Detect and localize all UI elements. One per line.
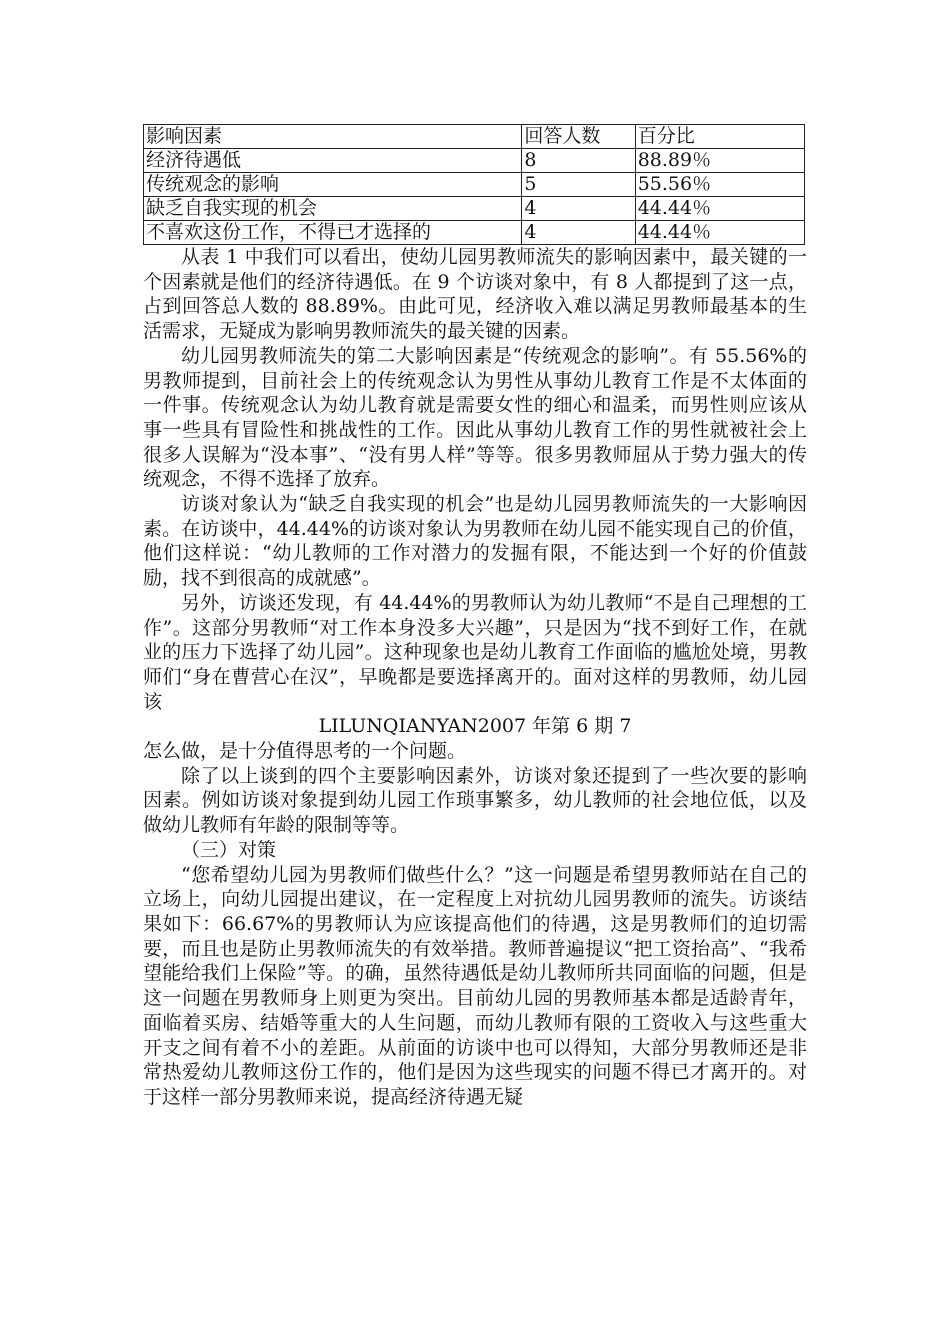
table-cell: 4 (522, 221, 635, 245)
article-body (143, 245, 807, 1110)
table-cell: 4 (522, 197, 635, 221)
section-heading: （三）对策 (181, 838, 277, 861)
table-cell: 不喜欢这份工作，不得已才选择的 (144, 221, 522, 245)
paragraph: 幼儿园男教师流失的第二大影响因素是“传统观念的影响”。有 55.56%的男教师提到，目前社会上的传统观念认为男性从事幼儿教育工作是不太体面的一件事。传统观念认为幼儿教育就是需要女性的细心和温柔，而男性则应该从事一些具有冒险性和挑战性的工作。因此从事幼儿教育工作的男性就被社会上很多人误解为“没本事”、“没有男人样”等等。很多男教师屈从于势力强大的传统观念，不得不选择了放弃。 (143, 344, 807, 491)
paragraph: 从表 1 中我们可以看出，使幼儿园男教师流失的影响因素中，最关键的一个因素就是他们的经济待遇低。在 9 个访谈对象中，有 8 人都提到了这一点，占到回答总人数的 88.89%。由此可见，经济收入难以满足男教师最基本的生活需求，无疑成为影响男教师流失的最关键的因素。 (143, 246, 807, 343)
table-cell: 44.44％ (635, 221, 804, 245)
table-row (144, 149, 805, 173)
table-cell: 55.56％ (635, 173, 804, 197)
table-header-cell: 影响因素 (144, 125, 522, 149)
table-cell: 经济待遇低 (144, 149, 522, 173)
table-cell: 传统观念的影响 (144, 173, 522, 197)
page-footer: LILUNQIANYAN2007 年第 6 期 7 (318, 715, 632, 738)
table-row (144, 221, 805, 245)
paragraph: “您希望幼儿园为男教师们做些什么？”这一问题是希望男教师站在自己的立场上，向幼儿园提出建议，在一定程度上对抗幼儿园男教师的流失。访谈结果如下：66.67%的男教师认为应该提高他们的待遇，这是男教师们的迫切需要，而且也是防止男教师流失的有效举措。教师普遍提议“把工资抬高”、“我希望能给我们上保险”等。的确，虽然待遇低是幼儿教师所共同面临的问题，但是这一问题在男教师身上则更为突出。目前幼儿园的男教师基本都是适龄青年，面临着买房、结婚等重大的人生问题，而幼儿教师有限的工资收入与这些重大开支之间有着不小的差距。从前面的访谈中也可以得知，大部分男教师还是非常热爱幼儿教师这份工作的，他们是因为这些现实的问题不得已才离开的。对于这样一部分男教师来说，提高经济待遇无疑 (143, 863, 807, 1108)
document-page (143, 124, 807, 1110)
table-cell: 44.44％ (635, 197, 804, 221)
table-cell: 5 (522, 173, 635, 197)
paragraph: 访谈对象认为“缺乏自我实现的机会”也是幼儿园男教师流失的一大影响因素。在访谈中，44.44%的访谈对象认为男教师在幼儿园不能实现自己的价值，他们这样说：“幼儿教师的工作对潜力的发掘有限，不能达到一个好的价值鼓励，找不到很高的成就感”。 (143, 493, 807, 590)
paragraph: 除了以上谈到的四个主要影响因素外，访谈对象还提到了一些次要的影响因素。例如访谈对象提到幼儿园工作琐事繁多，幼儿教师的社会地位低，以及做幼儿教师有年龄的限制等等。 (143, 764, 807, 837)
table-cell: 缺乏自我实现的机会 (144, 197, 522, 221)
table-header-row (144, 125, 805, 149)
table-row (144, 173, 805, 197)
table-cell: 88.89％ (635, 149, 804, 173)
influence-factor-table (143, 124, 805, 245)
table-cell: 8 (522, 149, 635, 173)
table-header-cell: 百分比 (635, 125, 804, 149)
paragraph: 另外，访谈还发现，有 44.44%的男教师认为幼儿教师“不是自己理想的工作”。这部分男教师“对工作本身没多大兴趣”，只是因为“找不到好工作，在就业的压力下选择了幼儿园”。这种现象也是幼儿教育工作面临的尴尬处境，男教师们“身在曹营心在汉”，早晚都是要选择离开的。面对这样的男教师，幼儿园该 (143, 591, 807, 713)
table-header-cell: 回答人数 (522, 125, 635, 149)
paragraph: 怎么做，是十分值得思考的一个问题。 (143, 740, 467, 763)
table-row (144, 197, 805, 221)
